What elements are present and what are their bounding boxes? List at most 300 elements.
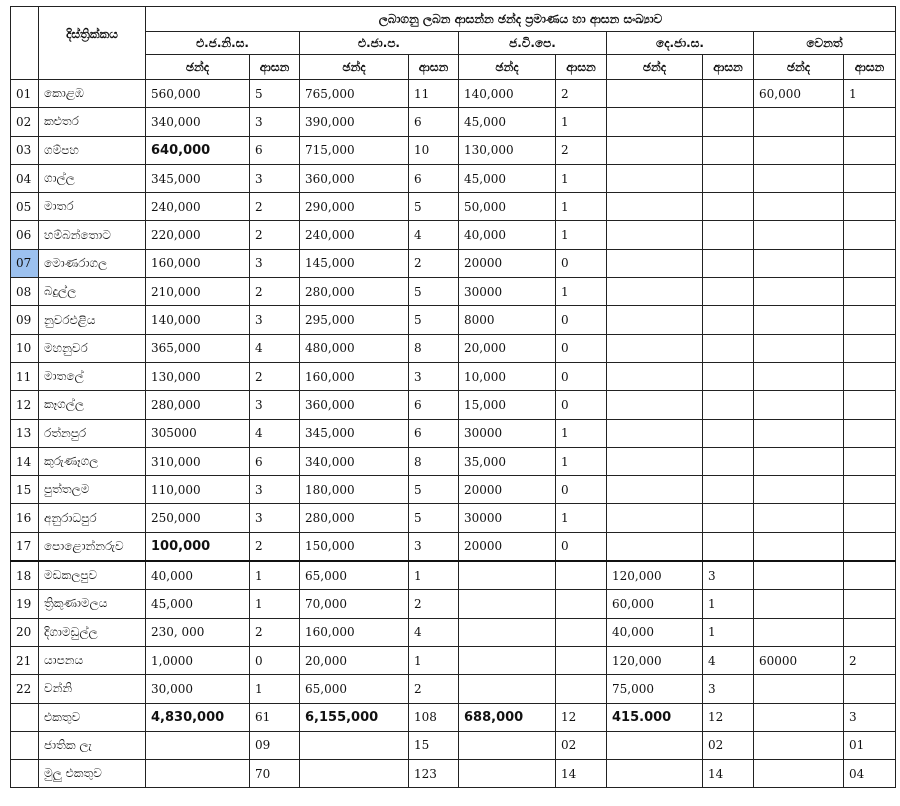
- votes-cell[interactable]: [607, 476, 703, 504]
- seats-cell[interactable]: [556, 590, 607, 618]
- row-number-cell[interactable]: [11, 760, 39, 788]
- votes-cell[interactable]: 130,000: [459, 136, 556, 164]
- row-number-cell[interactable]: 19: [11, 590, 39, 618]
- seats-cell[interactable]: 0: [556, 334, 607, 362]
- seats-cell[interactable]: 3: [703, 561, 754, 590]
- votes-cell[interactable]: 160,000: [300, 362, 409, 390]
- seats-cell[interactable]: 2: [409, 590, 459, 618]
- votes-cell[interactable]: 40,000: [146, 561, 250, 590]
- seats-cell[interactable]: [556, 561, 607, 590]
- votes-cell[interactable]: [754, 221, 844, 249]
- seats-cell[interactable]: [844, 136, 896, 164]
- votes-cell[interactable]: [607, 80, 703, 108]
- district-cell[interactable]: කොළඹ: [39, 80, 146, 108]
- seats-cell[interactable]: [703, 306, 754, 334]
- seats-cell[interactable]: [844, 334, 896, 362]
- total-votes-cell[interactable]: [459, 760, 556, 788]
- seats-cell[interactable]: 2: [250, 193, 300, 221]
- seats-cell[interactable]: [703, 249, 754, 277]
- total-votes-cell[interactable]: 415.000: [607, 703, 703, 731]
- votes-cell[interactable]: 340,000: [300, 447, 409, 475]
- seats-cell[interactable]: 2: [250, 278, 300, 306]
- votes-cell[interactable]: 35,000: [459, 447, 556, 475]
- seats-cell[interactable]: 11: [409, 80, 459, 108]
- votes-cell[interactable]: [607, 249, 703, 277]
- votes-cell[interactable]: 100,000: [146, 532, 250, 561]
- row-number-cell[interactable]: 05: [11, 193, 39, 221]
- row-number-cell[interactable]: 20: [11, 618, 39, 646]
- votes-cell[interactable]: 120,000: [607, 561, 703, 590]
- seats-cell[interactable]: [703, 221, 754, 249]
- seats-cell[interactable]: 8: [409, 447, 459, 475]
- seats-cell[interactable]: 1: [556, 447, 607, 475]
- votes-cell[interactable]: 280,000: [300, 504, 409, 532]
- seats-cell[interactable]: 6: [409, 391, 459, 419]
- row-number-cell[interactable]: 22: [11, 675, 39, 703]
- totals-label-cell[interactable]: ජාතික ලැ: [39, 731, 146, 759]
- seats-cell[interactable]: 3: [250, 249, 300, 277]
- total-votes-cell[interactable]: [146, 731, 250, 759]
- seats-cell[interactable]: 1: [250, 675, 300, 703]
- votes-cell[interactable]: [754, 108, 844, 136]
- district-cell[interactable]: දිගාමඩුල්ල: [39, 618, 146, 646]
- votes-cell[interactable]: [754, 532, 844, 561]
- seats-cell[interactable]: 0: [556, 306, 607, 334]
- votes-cell[interactable]: 480,000: [300, 334, 409, 362]
- total-seats-cell[interactable]: 15: [409, 731, 459, 759]
- row-number-cell[interactable]: 08: [11, 278, 39, 306]
- votes-cell[interactable]: [754, 447, 844, 475]
- total-seats-cell[interactable]: 09: [250, 731, 300, 759]
- seats-cell[interactable]: [844, 618, 896, 646]
- seats-cell[interactable]: 2: [409, 675, 459, 703]
- votes-cell[interactable]: 240,000: [146, 193, 250, 221]
- seats-cell[interactable]: 2: [250, 532, 300, 561]
- total-votes-cell[interactable]: [607, 760, 703, 788]
- row-number-cell[interactable]: 12: [11, 391, 39, 419]
- row-number-cell[interactable]: 09: [11, 306, 39, 334]
- seats-cell[interactable]: 1: [703, 618, 754, 646]
- votes-cell[interactable]: 20000: [459, 532, 556, 561]
- seats-cell[interactable]: [703, 362, 754, 390]
- votes-cell[interactable]: 180,000: [300, 476, 409, 504]
- seats-cell[interactable]: [844, 675, 896, 703]
- votes-cell[interactable]: 45,000: [146, 590, 250, 618]
- total-votes-cell[interactable]: [607, 731, 703, 759]
- seats-cell[interactable]: 1: [409, 646, 459, 674]
- seats-cell[interactable]: 1: [703, 590, 754, 618]
- total-seats-cell[interactable]: 12: [556, 703, 607, 731]
- votes-cell[interactable]: 10,000: [459, 362, 556, 390]
- seats-cell[interactable]: 3: [409, 362, 459, 390]
- votes-cell[interactable]: 145,000: [300, 249, 409, 277]
- seats-cell[interactable]: [703, 476, 754, 504]
- district-cell[interactable]: මාතලේ: [39, 362, 146, 390]
- seats-cell[interactable]: 1: [556, 278, 607, 306]
- seats-cell[interactable]: [844, 476, 896, 504]
- seats-cell[interactable]: 4: [703, 646, 754, 674]
- votes-cell[interactable]: [459, 618, 556, 646]
- seats-cell[interactable]: 2: [556, 80, 607, 108]
- votes-cell[interactable]: 210,000: [146, 278, 250, 306]
- votes-cell[interactable]: 220,000: [146, 221, 250, 249]
- district-cell[interactable]: කළුතර: [39, 108, 146, 136]
- row-number-cell[interactable]: 14: [11, 447, 39, 475]
- seats-cell[interactable]: 1: [844, 80, 896, 108]
- seats-cell[interactable]: [703, 334, 754, 362]
- seats-cell[interactable]: 0: [250, 646, 300, 674]
- total-seats-cell[interactable]: 04: [844, 760, 896, 788]
- votes-cell[interactable]: 65,000: [300, 675, 409, 703]
- votes-cell[interactable]: [607, 447, 703, 475]
- votes-cell[interactable]: 345,000: [300, 419, 409, 447]
- votes-cell[interactable]: 60000: [754, 646, 844, 674]
- seats-cell[interactable]: [703, 532, 754, 561]
- votes-cell[interactable]: 280,000: [146, 391, 250, 419]
- votes-cell[interactable]: 20000: [459, 249, 556, 277]
- district-cell[interactable]: පුත්තලම: [39, 476, 146, 504]
- district-cell[interactable]: රත්නපුර: [39, 419, 146, 447]
- votes-cell[interactable]: [754, 193, 844, 221]
- seats-cell[interactable]: [844, 164, 896, 192]
- row-number-cell[interactable]: [11, 731, 39, 759]
- votes-cell[interactable]: 160,000: [300, 618, 409, 646]
- seats-cell[interactable]: [844, 362, 896, 390]
- votes-cell[interactable]: 15,000: [459, 391, 556, 419]
- seats-cell[interactable]: [703, 108, 754, 136]
- total-votes-cell[interactable]: [146, 760, 250, 788]
- seats-cell[interactable]: [844, 504, 896, 532]
- total-seats-cell[interactable]: 108: [409, 703, 459, 731]
- votes-cell[interactable]: 290,000: [300, 193, 409, 221]
- votes-cell[interactable]: [754, 590, 844, 618]
- seats-cell[interactable]: 3: [250, 391, 300, 419]
- votes-cell[interactable]: [607, 221, 703, 249]
- seats-cell[interactable]: 6: [409, 419, 459, 447]
- votes-cell[interactable]: 8000: [459, 306, 556, 334]
- seats-cell[interactable]: 2: [250, 221, 300, 249]
- total-votes-cell[interactable]: [754, 731, 844, 759]
- seats-cell[interactable]: [703, 136, 754, 164]
- seats-cell[interactable]: 0: [556, 362, 607, 390]
- seats-cell[interactable]: 4: [409, 221, 459, 249]
- votes-cell[interactable]: 60,000: [754, 80, 844, 108]
- votes-cell[interactable]: 50,000: [459, 193, 556, 221]
- district-cell[interactable]: ත්‍රිකුණාමලය: [39, 590, 146, 618]
- votes-cell[interactable]: 30000: [459, 278, 556, 306]
- district-cell[interactable]: ගම්පහ: [39, 136, 146, 164]
- votes-cell[interactable]: 230, 000: [146, 618, 250, 646]
- votes-cell[interactable]: 765,000: [300, 80, 409, 108]
- votes-cell[interactable]: 45,000: [459, 108, 556, 136]
- seats-cell[interactable]: [844, 590, 896, 618]
- district-cell[interactable]: හම්බන්තොට: [39, 221, 146, 249]
- votes-cell[interactable]: 130,000: [146, 362, 250, 390]
- row-number-cell[interactable]: 03: [11, 136, 39, 164]
- votes-cell[interactable]: 360,000: [300, 164, 409, 192]
- seats-cell[interactable]: 5: [409, 476, 459, 504]
- votes-cell[interactable]: 20000: [459, 476, 556, 504]
- seats-cell[interactable]: [844, 108, 896, 136]
- total-seats-cell[interactable]: 01: [844, 731, 896, 759]
- votes-cell[interactable]: [754, 334, 844, 362]
- seats-cell[interactable]: 6: [250, 136, 300, 164]
- seats-cell[interactable]: 5: [409, 504, 459, 532]
- votes-cell[interactable]: 40,000: [459, 221, 556, 249]
- votes-cell[interactable]: 715,000: [300, 136, 409, 164]
- seats-cell[interactable]: 1: [409, 561, 459, 590]
- seats-cell[interactable]: 6: [409, 108, 459, 136]
- seats-cell[interactable]: 1: [556, 193, 607, 221]
- total-seats-cell[interactable]: 14: [556, 760, 607, 788]
- row-number-cell[interactable]: [11, 703, 39, 731]
- district-cell[interactable]: කෑගල්ල: [39, 391, 146, 419]
- total-seats-cell[interactable]: 123: [409, 760, 459, 788]
- votes-cell[interactable]: [607, 362, 703, 390]
- votes-cell[interactable]: [607, 136, 703, 164]
- total-votes-cell[interactable]: [459, 731, 556, 759]
- seats-cell[interactable]: 1: [250, 561, 300, 590]
- district-cell[interactable]: පොළොන්නරුව: [39, 532, 146, 561]
- votes-cell[interactable]: [754, 476, 844, 504]
- votes-cell[interactable]: 295,000: [300, 306, 409, 334]
- votes-cell[interactable]: 120,000: [607, 646, 703, 674]
- votes-cell[interactable]: [607, 306, 703, 334]
- votes-cell[interactable]: [459, 646, 556, 674]
- total-votes-cell[interactable]: 688,000: [459, 703, 556, 731]
- district-cell[interactable]: ගාල්ල: [39, 164, 146, 192]
- seats-cell[interactable]: 4: [250, 334, 300, 362]
- row-number-cell[interactable]: 21: [11, 646, 39, 674]
- seats-cell[interactable]: 3: [250, 504, 300, 532]
- row-number-cell[interactable]: 18: [11, 561, 39, 590]
- seats-cell[interactable]: 5: [409, 193, 459, 221]
- totals-label-cell[interactable]: එකතුව: [39, 703, 146, 731]
- seats-cell[interactable]: 1: [556, 221, 607, 249]
- votes-cell[interactable]: [754, 675, 844, 703]
- district-cell[interactable]: මොණරාගල: [39, 249, 146, 277]
- seats-cell[interactable]: 0: [556, 391, 607, 419]
- total-seats-cell[interactable]: 70: [250, 760, 300, 788]
- seats-cell[interactable]: 2: [556, 136, 607, 164]
- votes-cell[interactable]: 30,000: [146, 675, 250, 703]
- row-number-cell[interactable]: 13: [11, 419, 39, 447]
- seats-cell[interactable]: 10: [409, 136, 459, 164]
- votes-cell[interactable]: 20,000: [300, 646, 409, 674]
- seats-cell[interactable]: [703, 193, 754, 221]
- votes-cell[interactable]: 340,000: [146, 108, 250, 136]
- row-number-cell[interactable]: 16: [11, 504, 39, 532]
- seats-cell[interactable]: 2: [409, 249, 459, 277]
- seats-cell[interactable]: [703, 278, 754, 306]
- votes-cell[interactable]: [607, 334, 703, 362]
- votes-cell[interactable]: 110,000: [146, 476, 250, 504]
- votes-cell[interactable]: 345,000: [146, 164, 250, 192]
- total-seats-cell[interactable]: 61: [250, 703, 300, 731]
- district-cell[interactable]: මහනුවර: [39, 334, 146, 362]
- district-cell[interactable]: මාතර: [39, 193, 146, 221]
- votes-cell[interactable]: 40,000: [607, 618, 703, 646]
- votes-cell[interactable]: [754, 504, 844, 532]
- seats-cell[interactable]: 4: [250, 419, 300, 447]
- seats-cell[interactable]: [844, 447, 896, 475]
- seats-cell[interactable]: [844, 532, 896, 561]
- seats-cell[interactable]: 5: [250, 80, 300, 108]
- votes-cell[interactable]: 240,000: [300, 221, 409, 249]
- seats-cell[interactable]: 3: [409, 532, 459, 561]
- votes-cell[interactable]: 75,000: [607, 675, 703, 703]
- votes-cell[interactable]: 65,000: [300, 561, 409, 590]
- votes-cell[interactable]: 365,000: [146, 334, 250, 362]
- seats-cell[interactable]: [844, 221, 896, 249]
- row-number-cell[interactable]: 15: [11, 476, 39, 504]
- row-number-cell[interactable]: 07: [11, 249, 39, 277]
- votes-cell[interactable]: [607, 419, 703, 447]
- votes-cell[interactable]: 1,0000: [146, 646, 250, 674]
- votes-cell[interactable]: [754, 419, 844, 447]
- total-seats-cell[interactable]: 14: [703, 760, 754, 788]
- seats-cell[interactable]: 1: [556, 419, 607, 447]
- votes-cell[interactable]: [607, 164, 703, 192]
- seats-cell[interactable]: 1: [556, 108, 607, 136]
- seats-cell[interactable]: 3: [250, 108, 300, 136]
- seats-cell[interactable]: 1: [556, 504, 607, 532]
- row-number-cell[interactable]: 01: [11, 80, 39, 108]
- seats-cell[interactable]: 3: [250, 306, 300, 334]
- seats-cell[interactable]: 5: [409, 278, 459, 306]
- total-seats-cell[interactable]: 02: [703, 731, 754, 759]
- seats-cell[interactable]: 2: [250, 618, 300, 646]
- votes-cell[interactable]: [607, 193, 703, 221]
- seats-cell[interactable]: [703, 164, 754, 192]
- votes-cell[interactable]: 640,000: [146, 136, 250, 164]
- votes-cell[interactable]: 140,000: [146, 306, 250, 334]
- votes-cell[interactable]: [754, 164, 844, 192]
- total-votes-cell[interactable]: [754, 703, 844, 731]
- votes-cell[interactable]: 45,000: [459, 164, 556, 192]
- votes-cell[interactable]: 390,000: [300, 108, 409, 136]
- total-seats-cell[interactable]: 02: [556, 731, 607, 759]
- votes-cell[interactable]: [754, 136, 844, 164]
- votes-cell[interactable]: [754, 306, 844, 334]
- seats-cell[interactable]: [844, 419, 896, 447]
- seats-cell[interactable]: 2: [250, 362, 300, 390]
- total-votes-cell[interactable]: [300, 760, 409, 788]
- seats-cell[interactable]: 0: [556, 532, 607, 561]
- votes-cell[interactable]: [754, 618, 844, 646]
- seats-cell[interactable]: 0: [556, 476, 607, 504]
- seats-cell[interactable]: [703, 419, 754, 447]
- votes-cell[interactable]: 160,000: [146, 249, 250, 277]
- votes-cell[interactable]: 150,000: [300, 532, 409, 561]
- votes-cell[interactable]: [754, 561, 844, 590]
- seats-cell[interactable]: 2: [844, 646, 896, 674]
- seats-cell[interactable]: [556, 646, 607, 674]
- seats-cell[interactable]: [844, 278, 896, 306]
- district-cell[interactable]: කුරුණෑගල: [39, 447, 146, 475]
- seats-cell[interactable]: 3: [703, 675, 754, 703]
- votes-cell[interactable]: 305000: [146, 419, 250, 447]
- total-seats-cell[interactable]: 12: [703, 703, 754, 731]
- votes-cell[interactable]: 30000: [459, 504, 556, 532]
- seats-cell[interactable]: 1: [250, 590, 300, 618]
- seats-cell[interactable]: [556, 675, 607, 703]
- seats-cell[interactable]: 8: [409, 334, 459, 362]
- seats-cell[interactable]: 6: [409, 164, 459, 192]
- seats-cell[interactable]: 3: [250, 476, 300, 504]
- row-number-cell[interactable]: 17: [11, 532, 39, 561]
- seats-cell[interactable]: 4: [409, 618, 459, 646]
- seats-cell[interactable]: 3: [250, 164, 300, 192]
- total-seats-cell[interactable]: 3: [844, 703, 896, 731]
- row-number-cell[interactable]: 11: [11, 362, 39, 390]
- seats-cell[interactable]: 1: [556, 164, 607, 192]
- seats-cell[interactable]: [556, 618, 607, 646]
- district-cell[interactable]: යාපනය: [39, 646, 146, 674]
- votes-cell[interactable]: [754, 278, 844, 306]
- votes-cell[interactable]: [754, 362, 844, 390]
- votes-cell[interactable]: [459, 561, 556, 590]
- seats-cell[interactable]: [703, 391, 754, 419]
- votes-cell[interactable]: 140,000: [459, 80, 556, 108]
- votes-cell[interactable]: [754, 391, 844, 419]
- row-number-cell[interactable]: 06: [11, 221, 39, 249]
- votes-cell[interactable]: 280,000: [300, 278, 409, 306]
- row-number-cell[interactable]: 10: [11, 334, 39, 362]
- votes-cell[interactable]: 310,000: [146, 447, 250, 475]
- votes-cell[interactable]: 30000: [459, 419, 556, 447]
- district-cell[interactable]: මඩකලපුව: [39, 561, 146, 590]
- seats-cell[interactable]: 0: [556, 249, 607, 277]
- seats-cell[interactable]: [844, 561, 896, 590]
- votes-cell[interactable]: 360,000: [300, 391, 409, 419]
- votes-cell[interactable]: 70,000: [300, 590, 409, 618]
- seats-cell[interactable]: [703, 504, 754, 532]
- votes-cell[interactable]: [607, 278, 703, 306]
- district-cell[interactable]: වන්නි: [39, 675, 146, 703]
- total-votes-cell[interactable]: 4,830,000: [146, 703, 250, 731]
- seats-cell[interactable]: [844, 306, 896, 334]
- total-votes-cell[interactable]: [754, 760, 844, 788]
- seats-cell[interactable]: 5: [409, 306, 459, 334]
- row-number-cell[interactable]: 04: [11, 164, 39, 192]
- votes-cell[interactable]: 60,000: [607, 590, 703, 618]
- votes-cell[interactable]: [607, 532, 703, 561]
- votes-cell[interactable]: [459, 675, 556, 703]
- district-cell[interactable]: බදුල්ල: [39, 278, 146, 306]
- totals-label-cell[interactable]: මුලු එකතුව: [39, 760, 146, 788]
- votes-cell[interactable]: [607, 108, 703, 136]
- row-number-cell[interactable]: 02: [11, 108, 39, 136]
- district-cell[interactable]: නුවරඑළිය: [39, 306, 146, 334]
- seats-cell[interactable]: [844, 249, 896, 277]
- votes-cell[interactable]: 250,000: [146, 504, 250, 532]
- total-votes-cell[interactable]: 6,155,000: [300, 703, 409, 731]
- seats-cell[interactable]: [703, 80, 754, 108]
- seats-cell[interactable]: [844, 193, 896, 221]
- seats-cell[interactable]: [703, 447, 754, 475]
- district-cell[interactable]: අනුරාධපුර: [39, 504, 146, 532]
- votes-cell[interactable]: [607, 504, 703, 532]
- votes-cell[interactable]: [754, 249, 844, 277]
- votes-cell[interactable]: [607, 391, 703, 419]
- seats-cell[interactable]: 6: [250, 447, 300, 475]
- votes-cell[interactable]: [459, 590, 556, 618]
- seats-cell[interactable]: [844, 391, 896, 419]
- votes-cell[interactable]: 20,000: [459, 334, 556, 362]
- total-votes-cell[interactable]: [300, 731, 409, 759]
- votes-cell[interactable]: 560,000: [146, 80, 250, 108]
